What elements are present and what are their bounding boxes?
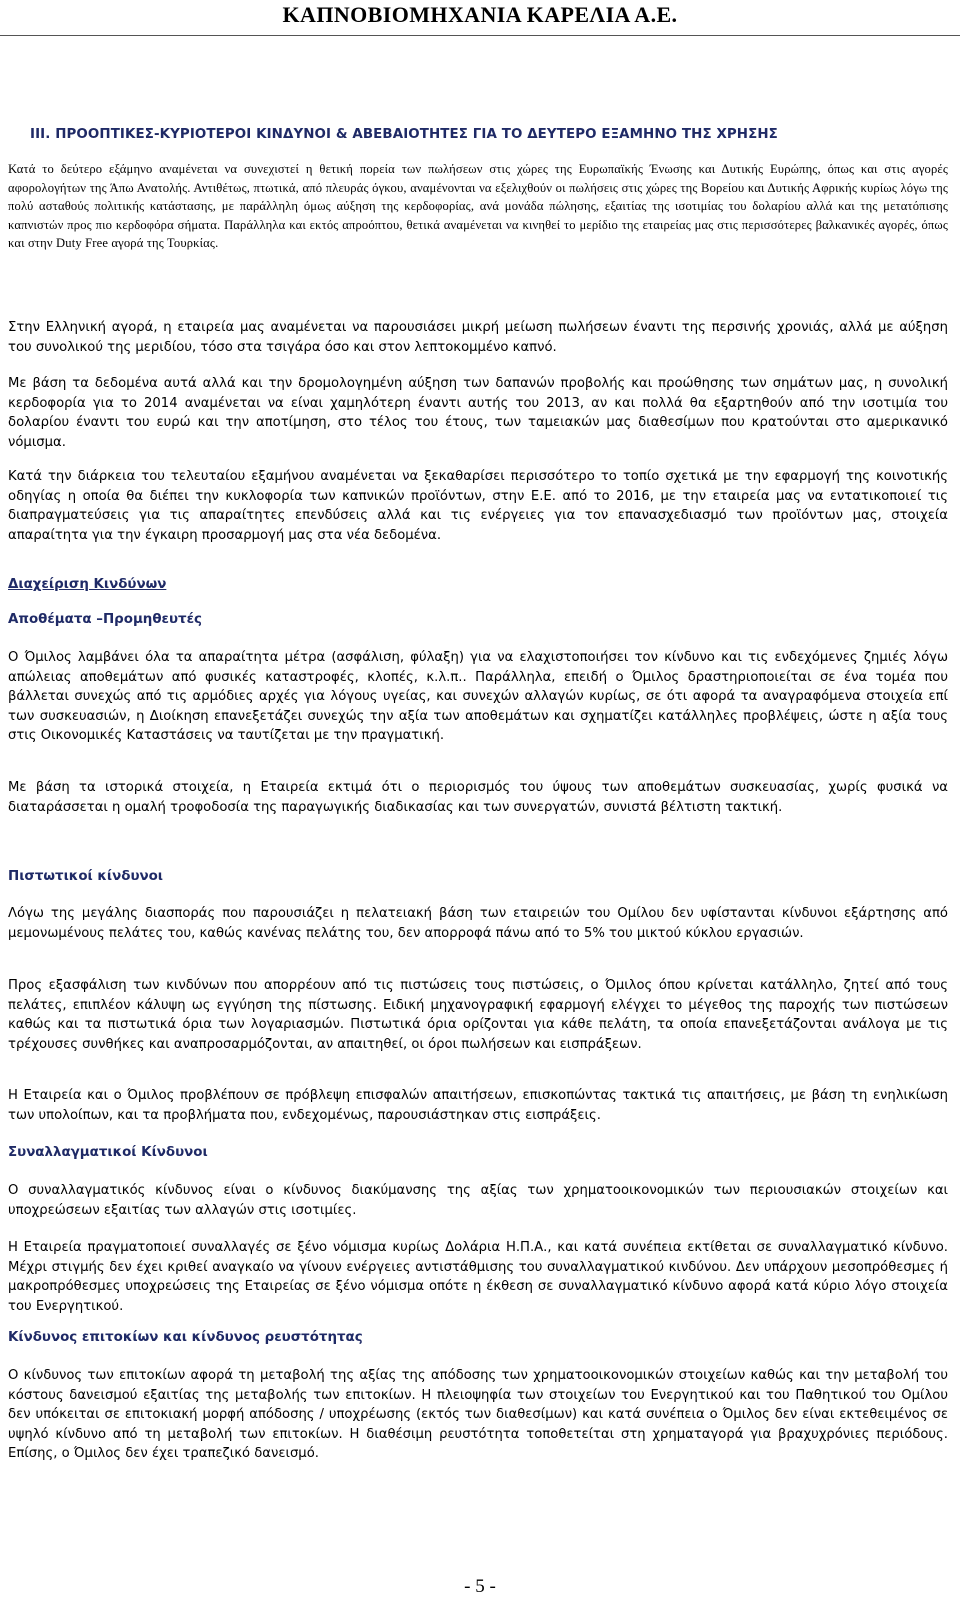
company-title: ΚΑΠΝΟΒΙΟΜΗΧΑΝΙΑ ΚΑΡΕΛΙΑ Α.Ε. bbox=[282, 2, 678, 27]
risk-management-heading: Διαχείριση Κινδύνων bbox=[8, 577, 167, 592]
interest-liquidity-heading: Κίνδυνος επιτοκίων και κίνδυνος ρευστότητας bbox=[8, 1330, 363, 1345]
fx-risk-heading: Συναλλαγματικοί Κίνδυνοι bbox=[8, 1145, 208, 1160]
paragraph-fx-definition: Ο συναλλαγματικός κίνδυνος είναι ο κίνδυνος διακύμανσης της αξίας των χρηματοοικονομικών των περιουσιακών στοιχείων και υποχρεώσεων εξαιτίας των αλλαγών στις ισοτιμίες. bbox=[8, 1183, 948, 1218]
paragraph-inventory-measures: Ο Όμιλος λαμβάνει όλα τα απαραίτητα μέτρα (ασφάλιση, φύλαξη) για να ελαχιστοποιήσει τον κίνδυνο και τις ενδεχόμενες ζημιές λόγω απώλειας αποθεμάτων από φυσικές καταστροφές, κλοπές, κ.λ.π.. Παράλληλα, επειδή ο Όμιλος δραστηριοποιείται σε ένα τομέα που βάλλεται συνεχώς από τις αρμόδιες αρχές για λόγους υγείας, και συνεχών αλλαγών κυρίως, σε ότι αφορά τα αναγραφόμενα στοιχεία επί των συσκευασιών, η Διοίκηση επανεξετάζει συνεχώς την αξία των αποθεμάτων και σχηματίζει κατάλληλες προβλέψεις, ώστε η αξία τους στις Οικονομικές Καταστάσεις να ταυτίζεται με την πραγματική. bbox=[8, 650, 948, 743]
paragraph-greek-market: Στην Ελληνική αγορά, η εταιρεία μας αναμένεται να παρουσιάσει μικρή μείωση πωλήσεων έναντι της περσινής χρονιάς, αλλά με αύξηση του συνολικού της μεριδίου, τόσο στα τσιγάρα όσο και στον λεπτοκομμένο καπνό. bbox=[8, 320, 948, 355]
paragraph-profitability: Με βάση τα δεδομένα αυτά αλλά και την δρομολογημένη αύξηση των δαπανών προβολής και προώθησης των σημάτων μας, η συνολική κερδοφορία για το 2014 αναμένεται να είναι χαμηλότερη έναντι αυτής του 2013, αν και πολλά θα εξαρτηθούν από την ισοτιμία του δολαρίου έναντι του ευρώ και την αποτίμηση, στο τέλος του έτους, των ταμειακών μας διαθεσίμων που κρατούνται στο αμερικανικό νόμισμα. bbox=[8, 376, 948, 450]
paragraph-credit-limits: Προς εξασφάλιση των κινδύνων που απορρέουν από τις πιστώσεις τους πιστώσεις, ο Όμιλος όπου κρίνεται κατάλληλο, ζητεί από τους πελάτες, επιπλέον κάλυψη ως εγγύηση της πίστωσης. Ειδική μηχανογραφική εφαρμογή ελέγχει το μέγεθος της παροχής των πιστώσεων καθώς και τα πιστωτικά όρια των λογαριασμών. Πιστωτικά όρια ορίζονται για κάθε πελάτη, τα οποία επανεξετάζονται ανάλογα με τις τρέχουσες συνθήκες και αναπροσαρμόζονται, αν απαιτηθεί, οι όροι πωλήσεων και εισπράξεων. bbox=[8, 978, 948, 1052]
paragraph-credit-dispersion: Λόγω της μεγάλης διασποράς που παρουσιάζει η πελατειακή βάση των εταιρειών του Ομίλου δεν υφίστανται κίνδυνοι εξάρτησης από μεμονωμένους πελάτες του, καθώς κανένας πελάτης του, δεν απορροφά πάνω από το 5% του μικτού κύκλου εργασιών. bbox=[8, 906, 948, 941]
paragraph-inventory-historical: Με βάση τα ιστορικά στοιχεία, η Εταιρεία εκτιμά ότι ο περιορισμός του ύψους των αποθεμάτων συσκευασίας, χωρίς φυσικά να διαταράσσεται η ομαλή τροφοδοσία της παραγωγικής διαδικασίας και των συνεργατών, συνιστά βέλτιστη τακτική. bbox=[8, 780, 948, 815]
header-divider bbox=[0, 35, 960, 36]
page-number: - 5 - bbox=[464, 1576, 496, 1597]
paragraph-outlook-exports: Κατά το δεύτερο εξάμηνο αναμένεται να συνεχιστεί η θετική πορεία των πωλήσεων στις χώρες της Ευρωπαϊκής Ένωσης και Δυτικής Ευρώπης, όπως και στις αγορές αφορολογήτων της Άπω Ανατολής. Αντιθέτως, πτωτικά, από πλευράς όγκου, αναμένονται να εξελιχθούν οι πωλήσεις στις χώρες της Βορείου και Δυτικής Αφρικής κυρίως λόγω της πολύ ασταθούς πολιτικής κατάστασης, με παράλληλη όμως αύξηση της κερδοφορίας, ανά μονάδα πώλησης, εξαιτίας της ισοτιμίας του δολαρίου αλλά και της μετατόπισης καπνιστών προς πιο κερδοφόρα σήματα. Παράλληλα και εκτός απροόπτου, θετικά αναμένεται να κινηθεί το μερίδιο της εταιρείας μας στις περισσότερες βαλκανικές αγορές, όπως και στην Duty Free αγορά της Τουρκίας. bbox=[8, 162, 948, 250]
paragraph-interest-liquidity: Ο κίνδυνος των επιτοκίων αφορά τη μεταβολή της αξίας της απόδοσης των χρηματοοικονομικών στοιχείων καθώς και την μεταβολή του κόστους δανεισμού εξαιτίας της μεταβολής των επιτοκίων. Η πλειοψηφία των στοιχείων του Ενεργητικού και του Παθητικού του Ομίλου δεν υπόκειται σε επιτοκιακή μορφή απόδοσης / υποχρέωσης (εκτός των διαθεσίμων) και κατά συνέπεια ο Όμιλος δεν είναι εκτεθειμένος σε υψηλό κίνδυνο από τη μεταβολή των επιτοκίων. Η διαθέσιμη ρευστότητα τοποθετείται στη χρηματαγορά για βραχυχρόνιες περιόδους. Επίσης, ο Όμιλος δεν έχει τραπεζικό δανεισμό. bbox=[8, 1368, 948, 1461]
paragraph-fx-exposure: Η Εταιρεία πραγματοποιεί συναλλαγές σε ξένο νόμισμα κυρίως Δολάρια Η.Π.Α., και κατά συνέπεια εκτίθεται σε συναλλαγματικό κίνδυνο. Μέχρι στιγμής δεν έχει κριθεί αναγκαίο να γίνουν ενέργειες αντιστάθμισης του συναλλαγματικού κινδύνου. Δεν υπάρχουν μεσοπρόθεσμες ή μακροπρόθεσμες υποχρεώσεις της Εταιρείας σε ξένο νόμισμα οπότε η έκθεση σε συναλλαγματικό κίνδυνο αφορά κατά κύριο λόγο στοιχεία του Ενεργητικού. bbox=[8, 1240, 948, 1314]
section-heading: III. ΠΡΟΟΠΤΙΚΕΣ-ΚΥΡΙΟΤΕΡΟΙ ΚΙΝΔΥΝΟΙ & ΑΒΕΒΑΙΟΤΗΤΕΣ ΓΙΑ ΤΟ ΔΕΥΤΕΡΟ ΕΞΑΜΗΝΟ ΤΗΣ ΧΡΗΣΗΣ bbox=[30, 127, 778, 142]
credit-risk-heading: Πιστωτικοί κίνδυνοι bbox=[8, 869, 164, 884]
paragraph-credit-provisions: Η Εταιρεία και ο Όμιλος προβλέπουν σε πρόβλεψη επισφαλών απαιτήσεων, επισκοπώντας τακτικά τις απαιτήσεις, με βάση τη ενηλικίωση των υπολοίπων, και τα προβλήματα που, ενδεχομένως, παρουσιάστηκαν στις εισπράξεις. bbox=[8, 1088, 948, 1123]
paragraph-eu-directive: Κατά την διάρκεια του τελευταίου εξαμήνου αναμένεται να ξεκαθαρίσει περισσότερο το τοπίο σχετικά με την εφαρμογή της κοινοτικής οδηγίας η οποία θα διέπει την κυκλοφορία των καπνικών προϊόντων, στην Ε.Ε. από το 2016, με την εταιρεία μας να εντατικοποιεί τις διαπραγματεύσεις για τις απαραίτητες επενδύσεις αλλά και τις ενέργειες για τον επανασχεδιασμό των προϊόντων μας, στοιχεία απαραίτητα για την έγκαιρη προσαρμογή μας στα νέα δεδομένα. bbox=[8, 469, 948, 543]
inventory-heading: Αποθέματα –Προμηθευτές bbox=[8, 612, 202, 627]
